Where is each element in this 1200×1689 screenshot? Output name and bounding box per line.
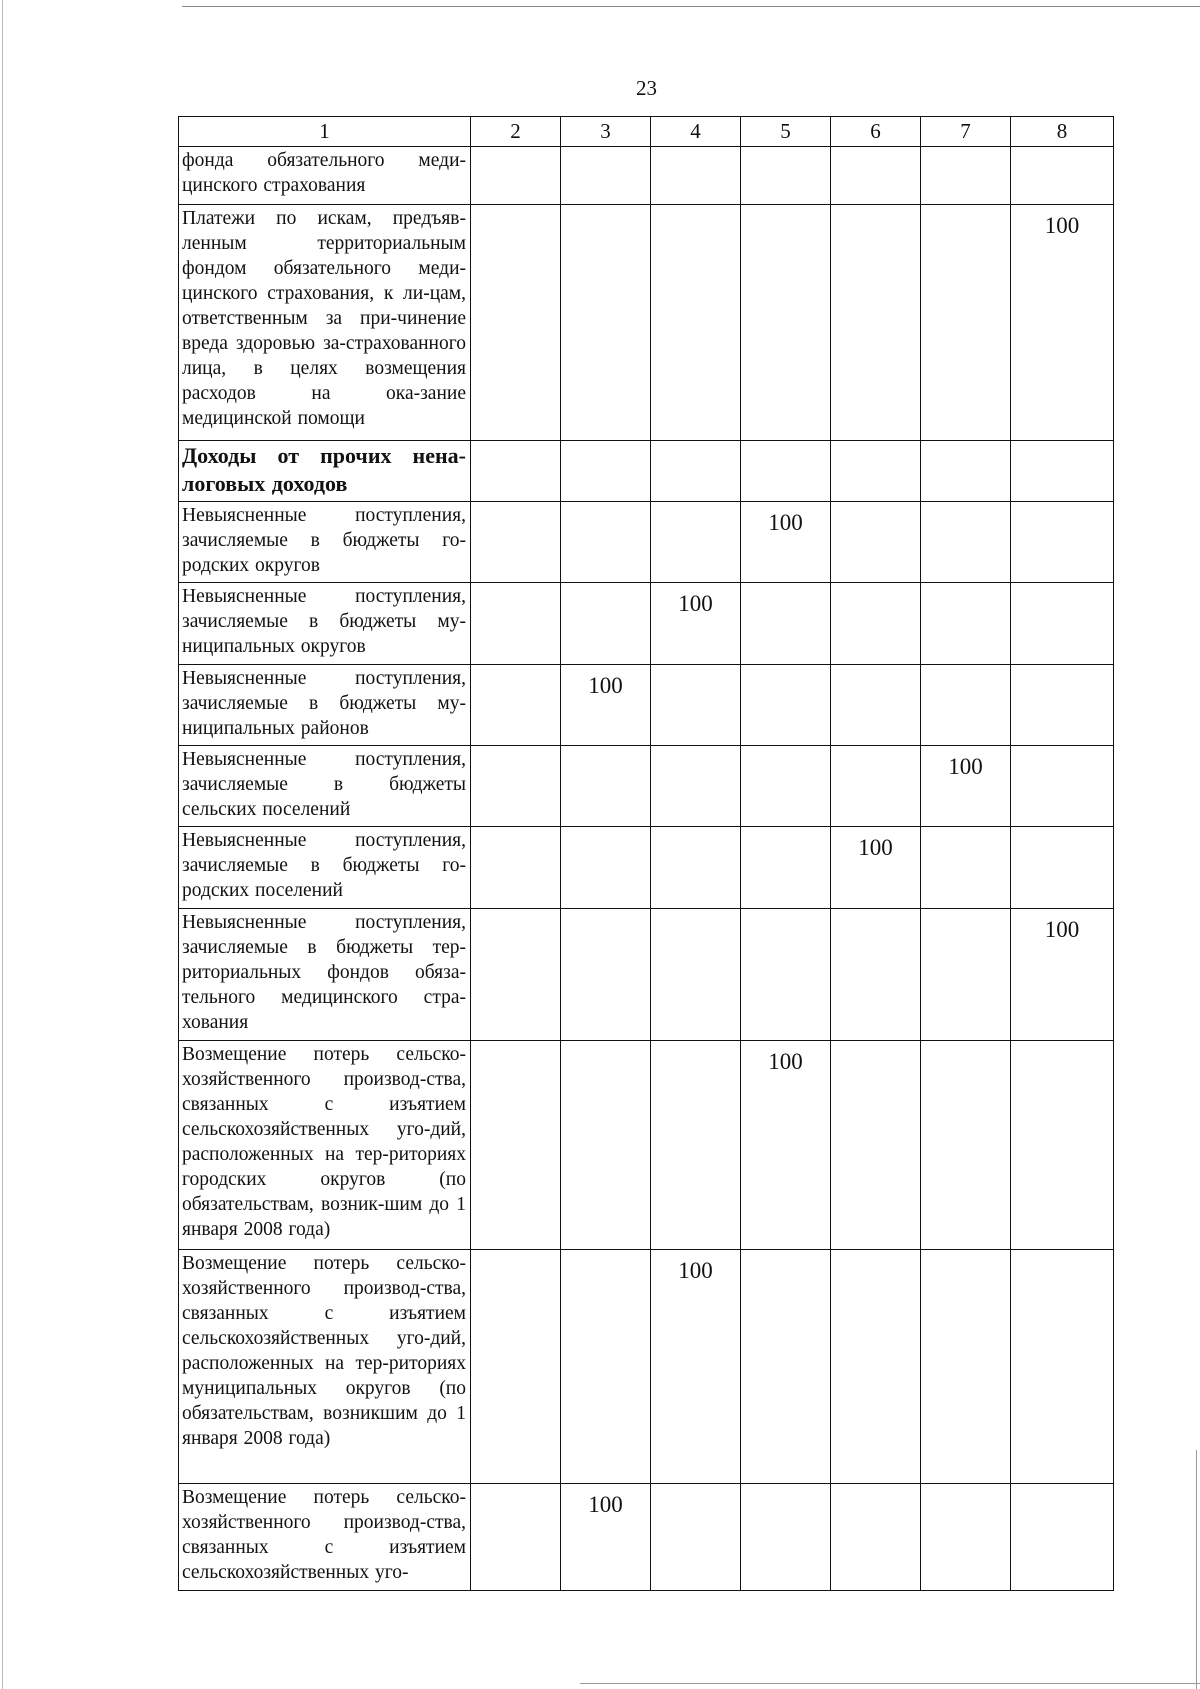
value-cell [1011,147,1114,205]
value-cell [921,1041,1011,1250]
value-cell [921,583,1011,665]
value-cell: 100 [1011,205,1114,441]
value-cell [831,1041,921,1250]
scan-bottom-rule [580,1683,1200,1684]
value-cell [741,441,831,502]
value-cell [741,1250,831,1484]
value-cell [471,205,561,441]
value-cell [831,502,921,583]
value-cell [831,147,921,205]
value-cell [741,1484,831,1591]
scan-right-edge [1196,1450,1197,1689]
row-description: Возмещение потерь сельско-хозяйственного производ-ства, связанных с изъятием сельскохозяйственных уго-дий, расположенных на тер-риториях муниципальных округов (по обязательствам, возникшим до 1 января 2008 года) [179,1250,471,1484]
value-cell [651,665,741,746]
value-cell [471,583,561,665]
row-description: фонда обязательного меди-цинского страхования [179,147,471,205]
value-cell [471,827,561,909]
column-header: 1 [179,117,471,147]
value-cell [561,909,651,1041]
table-row [179,827,1114,909]
value-cell [741,205,831,441]
value-cell [1011,441,1114,502]
value-cell: 100 [741,1041,831,1250]
value-cell [561,1250,651,1484]
value-cell [651,909,741,1041]
row-description: Невыясненные поступления, зачисляемые в бюджеты го-родских поселений [179,827,471,909]
row-description: Невыясненные поступления, зачисляемые в бюджеты го-родских округов [179,502,471,583]
value-cell [831,909,921,1041]
value-cell [1011,746,1114,827]
value-cell [831,583,921,665]
value-cell [471,147,561,205]
value-cell [651,502,741,583]
column-header: 6 [831,117,921,147]
revenue-distribution-table [178,116,1114,1591]
value-cell [471,1250,561,1484]
section-heading: Доходы от прочих нена-логовых доходов [179,441,471,502]
scan-left-edge [2,0,3,1689]
table-row [179,502,1114,583]
column-header: 8 [1011,117,1114,147]
value-cell [741,827,831,909]
value-cell [471,746,561,827]
value-cell [651,1484,741,1591]
value-cell [741,909,831,1041]
column-header: 3 [561,117,651,147]
value-cell [561,147,651,205]
table-row [179,583,1114,665]
value-cell [561,1041,651,1250]
value-cell [921,665,1011,746]
value-cell: 100 [561,1484,651,1591]
value-cell [651,441,741,502]
value-cell [651,746,741,827]
value-cell [561,746,651,827]
row-description: Невыясненные поступления, зачисляемые в бюджеты сельских поселений [179,746,471,827]
value-cell [831,205,921,441]
value-cell [831,1484,921,1591]
value-cell [1011,1484,1114,1591]
value-cell [471,441,561,502]
row-description: Невыясненные поступления, зачисляемые в бюджеты тер-риториальных фондов обяза-тельного медицинского стра-хования [179,909,471,1041]
value-cell [1011,1250,1114,1484]
table-row [179,1041,1114,1250]
table-row [179,909,1114,1041]
value-cell [921,147,1011,205]
page-number: 23 [636,76,657,100]
value-cell [471,1484,561,1591]
value-cell [831,746,921,827]
value-cell [921,1484,1011,1591]
value-cell [561,827,651,909]
value-cell [1011,665,1114,746]
table-row [179,746,1114,827]
value-cell [1011,583,1114,665]
value-cell: 100 [651,1250,741,1484]
value-cell [561,502,651,583]
table-row [179,1250,1114,1484]
value-cell [1011,502,1114,583]
value-cell [471,1041,561,1250]
value-cell [471,665,561,746]
value-cell [831,441,921,502]
value-cell: 100 [1011,909,1114,1041]
value-cell: 100 [741,502,831,583]
table-header-row [179,117,1114,147]
value-cell [561,205,651,441]
scan-top-rule [182,6,1200,7]
table-row [179,147,1114,205]
value-cell [1011,827,1114,909]
value-cell: 100 [921,746,1011,827]
value-cell [561,583,651,665]
column-header: 7 [921,117,1011,147]
value-cell [741,665,831,746]
value-cell [921,502,1011,583]
value-cell: 100 [831,827,921,909]
value-cell [1011,1041,1114,1250]
value-cell [921,1250,1011,1484]
value-cell [471,502,561,583]
value-cell [741,147,831,205]
value-cell [651,205,741,441]
value-cell: 100 [651,583,741,665]
value-cell [741,746,831,827]
row-description: Возмещение потерь сельско-хозяйственного производ-ства, связанных с изъятием сельскохозяйственных уго- [179,1484,471,1591]
value-cell [831,665,921,746]
value-cell [651,147,741,205]
row-description: Возмещение потерь сельско-хозяйственного производ-ства, связанных с изъятием сельскохозяйственных уго-дий, расположенных на тер-риториях городских округов (по обязательствам, возник-шим до 1 января 2008 года) [179,1041,471,1250]
table-row [179,665,1114,746]
value-cell [921,909,1011,1041]
value-cell [921,827,1011,909]
value-cell [561,441,651,502]
table-row [179,205,1114,441]
value-cell [651,827,741,909]
value-cell: 100 [561,665,651,746]
column-header: 5 [741,117,831,147]
value-cell [471,909,561,1041]
column-header: 2 [471,117,561,147]
value-cell [741,583,831,665]
value-cell [921,441,1011,502]
value-cell [651,1041,741,1250]
column-header: 4 [651,117,741,147]
table-row [179,1484,1114,1591]
table-row [179,441,1114,502]
value-cell [831,1250,921,1484]
row-description: Платежи по искам, предъяв-ленным территориальным фондом обязательного меди-цинского страхования, к ли-цам, ответственным за при-чинение вреда здоровью за-страхованного лица, в целях возмещения расходов на ока-зание медицинской помощи [179,205,471,441]
row-description: Невыясненные поступления, зачисляемые в бюджеты му-ниципальных районов [179,665,471,746]
row-description: Невыясненные поступления, зачисляемые в бюджеты му-ниципальных округов [179,583,471,665]
value-cell [921,205,1011,441]
